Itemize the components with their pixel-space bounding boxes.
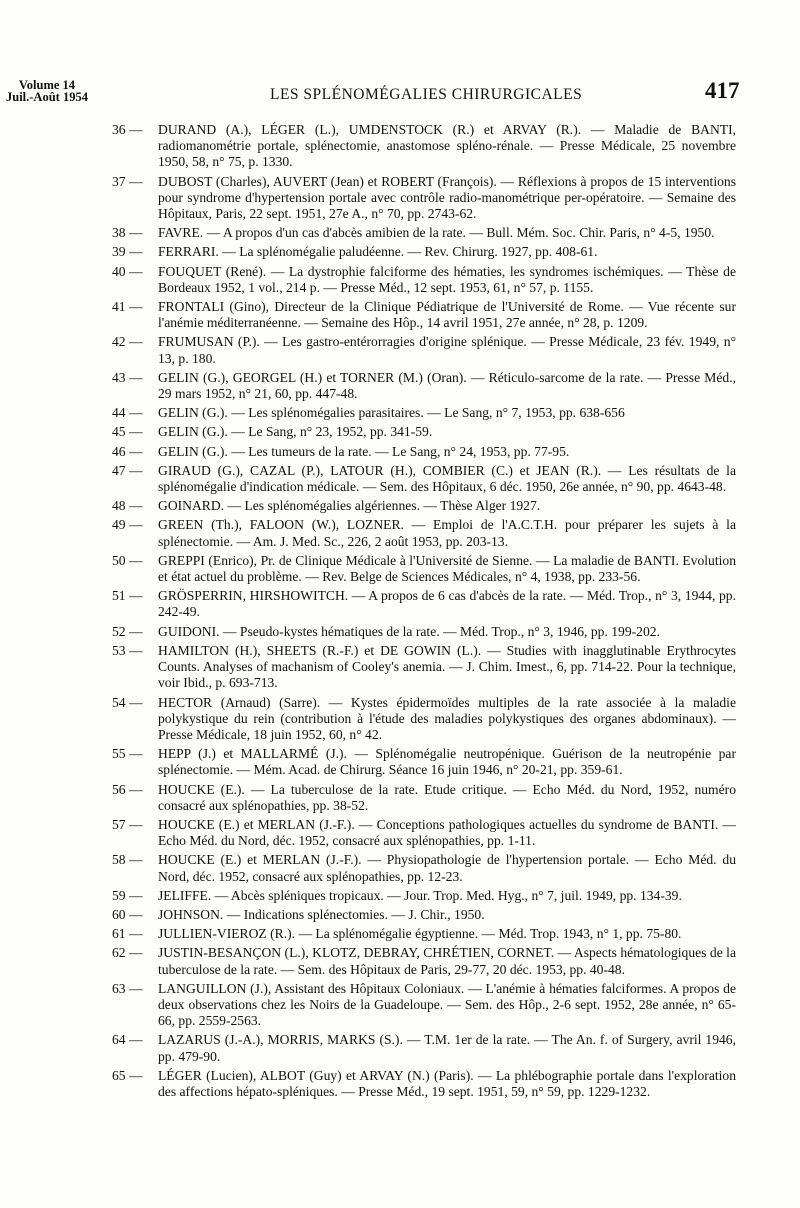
reference-text: FRONTALI (Gino), Directeur de la Clinique Pédiatrique de l'Université de Rome. — Vue récente sur l'anémie méditerranéenne. — Semaine des Hôp., 14 avril 1951, 27e année, n° 28, p. 1209.	[158, 299, 736, 331]
reference-number: 53 —	[112, 642, 143, 658]
reference-text: GOINARD. — Les splénomégalies algériennes. — Thèse Alger 1927.	[158, 498, 541, 514]
reference-entry	[112, 463, 736, 495]
reference-text: HAMILTON (H.), SHEETS (R.-F.) et DE GOWIN (L.). — Studies with inagglutinable Erythrocytes Counts. Analyses of machanism of Cooley's anemia. — J. Chim. Imest., 6, pp. 714-22. Pour la technique, voir Ibid., p. 693-713.	[158, 642, 736, 691]
reference-number: 61 —	[112, 926, 143, 942]
reference-number: 63 —	[112, 980, 143, 996]
reference-entry	[112, 624, 736, 640]
reference-entry	[112, 122, 736, 171]
reference-number: 41 —	[112, 299, 143, 315]
reference-text: LÉGER (Lucien), ALBOT (Guy) et ARVAY (N.) (Paris). — La phlébographie portale dans l'exploration des affections hépato-spléniques. — Presse Méd., 19 sept. 1951, 59, n° 59, pp. 1229-1232.	[158, 1067, 736, 1099]
reference-number: 50 —	[112, 552, 143, 568]
issue-date: Juil.-Août 1954	[6, 90, 88, 104]
reference-entry	[112, 424, 736, 440]
volume-label: Volume 14	[18, 78, 76, 92]
reference-number: 42 —	[112, 334, 143, 350]
reference-entry	[112, 225, 736, 241]
reference-number: 39 —	[112, 244, 143, 260]
reference-entry	[112, 370, 736, 402]
page-number: 417	[705, 78, 740, 103]
reference-text: FAVRE. — A propos d'un cas d'abcès amibien de la rate. — Bull. Mém. Soc. Chir. Paris, n° 4-5, 1950.	[158, 225, 715, 241]
reference-number: 43 —	[112, 369, 143, 385]
page-header	[0, 0, 800, 110]
reference-number: 59 —	[112, 887, 143, 903]
reference-entry	[112, 945, 736, 977]
reference-entry	[112, 817, 736, 849]
reference-number: 65 —	[112, 1067, 143, 1083]
reference-text: DURAND (A.), LÉGER (L.), UMDENSTOCK (R.) et ARVAY (R.). — Maladie de BANTI, radiomanométrie portale, splénectomie, anastomose spléno-rénale. — Presse Médicale, 25 novembre 1950, 58, n° 75, p. 1330.	[158, 122, 736, 170]
reference-number: 51 —	[112, 588, 143, 604]
reference-text: GELIN (G.). — Le Sang, n° 23, 1952, pp. 341-59.	[158, 424, 433, 440]
reference-number: 36 —	[112, 122, 143, 137]
reference-number: 57 —	[112, 816, 143, 832]
reference-number: 49 —	[112, 517, 143, 533]
reference-text: FOUQUET (René). — La dystrophie falciforme des hématies, les syndromes ischémiques. — Thèse de Bordeaux 1952, 1 vol., 214 p. — Presse Méd., 12 sept. 1953, 61, n° 57, p. 1155.	[158, 263, 736, 295]
reference-entry	[112, 244, 736, 260]
reference-entry	[112, 498, 736, 514]
reference-entry	[112, 517, 736, 549]
reference-text: GRÖSPERRIN, HIRSHOWITCH. — A propos de 6 cas d'abcès de la rate. — Méd. Trop., n° 3, 1944, pp. 242-49.	[158, 588, 736, 620]
reference-text: GELIN (G.), GEORGEL (H.) et TORNER (M.) (Oran). — Réticulo-sarcome de la rate. — Presse Méd., 29 mars 1952, n° 21, 60, pp. 447-48.	[158, 369, 736, 402]
reference-text: GIRAUD (G.), CAZAL (P.), LATOUR (H.), COMBIER (C.) et JEAN (R.). — Les résultats de la splénomégalie d'indication médicale. — Sem. des Hôpitaux, 6 déc. 1950, 26e année, n° 90, pp. 4643-48.	[158, 462, 736, 495]
reference-text: GELIN (G.). — Les splénomégalies parasitaires. — Le Sang, n° 7, 1953, pp. 638-656	[158, 405, 625, 421]
reference-number: 54 —	[112, 694, 143, 710]
reference-list	[112, 122, 736, 1103]
reference-text: JELIFFE. — Abcès spléniques tropicaux. — Jour. Trop. Med. Hyg., n° 7, juil. 1949, pp. 134-39.	[158, 887, 682, 903]
reference-number: 46 —	[112, 443, 143, 459]
reference-entry	[112, 174, 736, 223]
reference-number: 48 —	[112, 498, 143, 514]
reference-text: HEPP (J.) et MALLARMÉ (J.). — Splénomégalie neutropénique. Guérison de la neutropénie par splénectomie. — Mém. Acad. de Chirurg. Séance 16 juin 1946, n° 20-21, pp. 359-61.	[158, 746, 736, 778]
reference-number: 40 —	[112, 263, 143, 279]
reference-number: 45 —	[112, 424, 143, 440]
reference-entry	[112, 1032, 736, 1064]
reference-text: GELIN (G.). — Les tumeurs de la rate. — Le Sang, n° 24, 1953, pp. 77-95.	[158, 443, 570, 459]
reference-text: LANGUILLON (J.), Assistant des Hôpitaux Coloniaux. — L'anémie à hématies falciformes. A propos de deux observations chez les Noirs de la Guadeloupe. — Sem. des Hôp., 2-6 sept. 1952, 28e année, n° 65-66, pp. 2559-2563.	[158, 980, 736, 1029]
reference-entry	[112, 1068, 736, 1100]
reference-text: LAZARUS (J.-A.), MORRIS, MARKS (S.). — T.M. 1er de la rate. — The An. f. of Surgery, avril 1946, pp. 479-90.	[158, 1032, 736, 1064]
reference-text: HECTOR (Arnaud) (Sarre). — Kystes épidermoïdes multiples de la rate associée à la maladie polykystique du rein (contribution à l'étude des maladies polykystiques des organes abdominaux). — Presse Médicale, 18 juin 1952, 60, n° 42.	[158, 694, 736, 742]
reference-entry	[112, 782, 736, 814]
reference-number: 44 —	[112, 405, 143, 421]
reference-text: FERRARI. — La splénomégalie paludéenne. — Rev. Chirurg. 1927, pp. 408-61.	[158, 244, 598, 260]
journal-issue-label	[6, 79, 88, 103]
reference-entry	[112, 695, 736, 744]
reference-entry	[112, 588, 736, 620]
reference-text: GREEN (Th.), FALOON (W.), LOZNER. — Emploi de l'A.C.T.H. pour préparer les sujets à la splénectomie. — Am. J. Med. Sc., 226, 2 août 1953, pp. 203-13.	[158, 517, 736, 549]
reference-entry	[112, 852, 736, 884]
reference-text: JUSTIN-BESANÇON (L.), KLOTZ, DEBRAY, CHRÉTIEN, CORNET. — Aspects hématologiques de la tuberculose de la rate. — Sem. des Hôpitaux de Paris, 29-77, 20 déc. 1953, pp. 40-48.	[158, 945, 736, 977]
reference-text: HOUCKE (E.) et MERLAN (J.-F.). — Physiopathologie de l'hypertension portale. — Echo Méd. du Nord, déc. 1952, consacré aux splénopathies, pp. 12-23.	[158, 852, 736, 884]
reference-number: 52 —	[112, 623, 143, 639]
reference-entry	[112, 746, 736, 778]
reference-text: GUIDONI. — Pseudo-kystes hématiques de la rate. — Méd. Trop., n° 3, 1946, pp. 199-202.	[158, 623, 660, 639]
reference-entry	[112, 888, 736, 904]
reference-entry	[112, 444, 736, 460]
reference-text: FRUMUSAN (P.). — Les gastro-entérorragies d'origine splénique. — Presse Médicale, 23 fév. 1949, n° 13, p. 180.	[158, 334, 736, 366]
reference-number: 56 —	[112, 781, 143, 797]
reference-entry	[112, 553, 736, 585]
reference-entry	[112, 981, 736, 1030]
reference-entry	[112, 405, 736, 421]
reference-number: 38 —	[112, 225, 143, 241]
reference-text: JOHNSON. — Indications splénectomies. — J. Chir., 1950.	[158, 906, 485, 922]
reference-entry	[112, 907, 736, 923]
reference-number: 64 —	[112, 1032, 143, 1048]
reference-entry	[112, 334, 736, 366]
reference-number: 60 —	[112, 906, 143, 922]
reference-text: HOUCKE (E.). — La tuberculose de la rate. Etude critique. — Echo Méd. du Nord, 1952, numéro consacré aux splénopathies, pp. 38-52.	[158, 781, 736, 813]
reference-number: 55 —	[112, 746, 143, 762]
reference-number: 47 —	[112, 462, 143, 478]
reference-entry	[112, 643, 736, 692]
reference-entry	[112, 926, 736, 942]
reference-text: DUBOST (Charles), AUVERT (Jean) et ROBERT (François). — Réflexions à propos de 15 interventions pour syndrome d'hypertension portale avec contrôle radio-manométrique per-opératoire. — Semaine des Hôpitaux, Paris, 22 sept. 1951, 27e A., n° 70, pp. 2743-62.	[158, 173, 736, 222]
reference-number: 58 —	[112, 852, 143, 868]
reference-entry	[112, 264, 736, 296]
reference-text: JULLIEN-VIEROZ (R.). — La splénomégalie égyptienne. — Méd. Trop. 1943, n° 1, pp. 75-80.	[158, 926, 682, 942]
reference-number: 37 —	[112, 173, 143, 189]
reference-entry	[112, 299, 736, 331]
reference-text: HOUCKE (E.) et MERLAN (J.-F.). — Conceptions pathologiques actuelles du syndrome de BANTI. — Echo Méd. du Nord, déc. 1952, consacré aux splénopathies, pp. 1-11.	[158, 816, 736, 849]
reference-text: GREPPI (Enrico), Pr. de Clinique Médicale à l'Université de Sienne. — La maladie de BANTI. Evolution et état actuel du problème. — Rev. Belge de Sciences Médicales, n° 4, 1938, pp. 233-56.	[158, 552, 736, 585]
running-title: LES SPLÉNOMÉGALIES CHIRURGICALES	[270, 86, 583, 103]
reference-number: 62 —	[112, 945, 143, 961]
